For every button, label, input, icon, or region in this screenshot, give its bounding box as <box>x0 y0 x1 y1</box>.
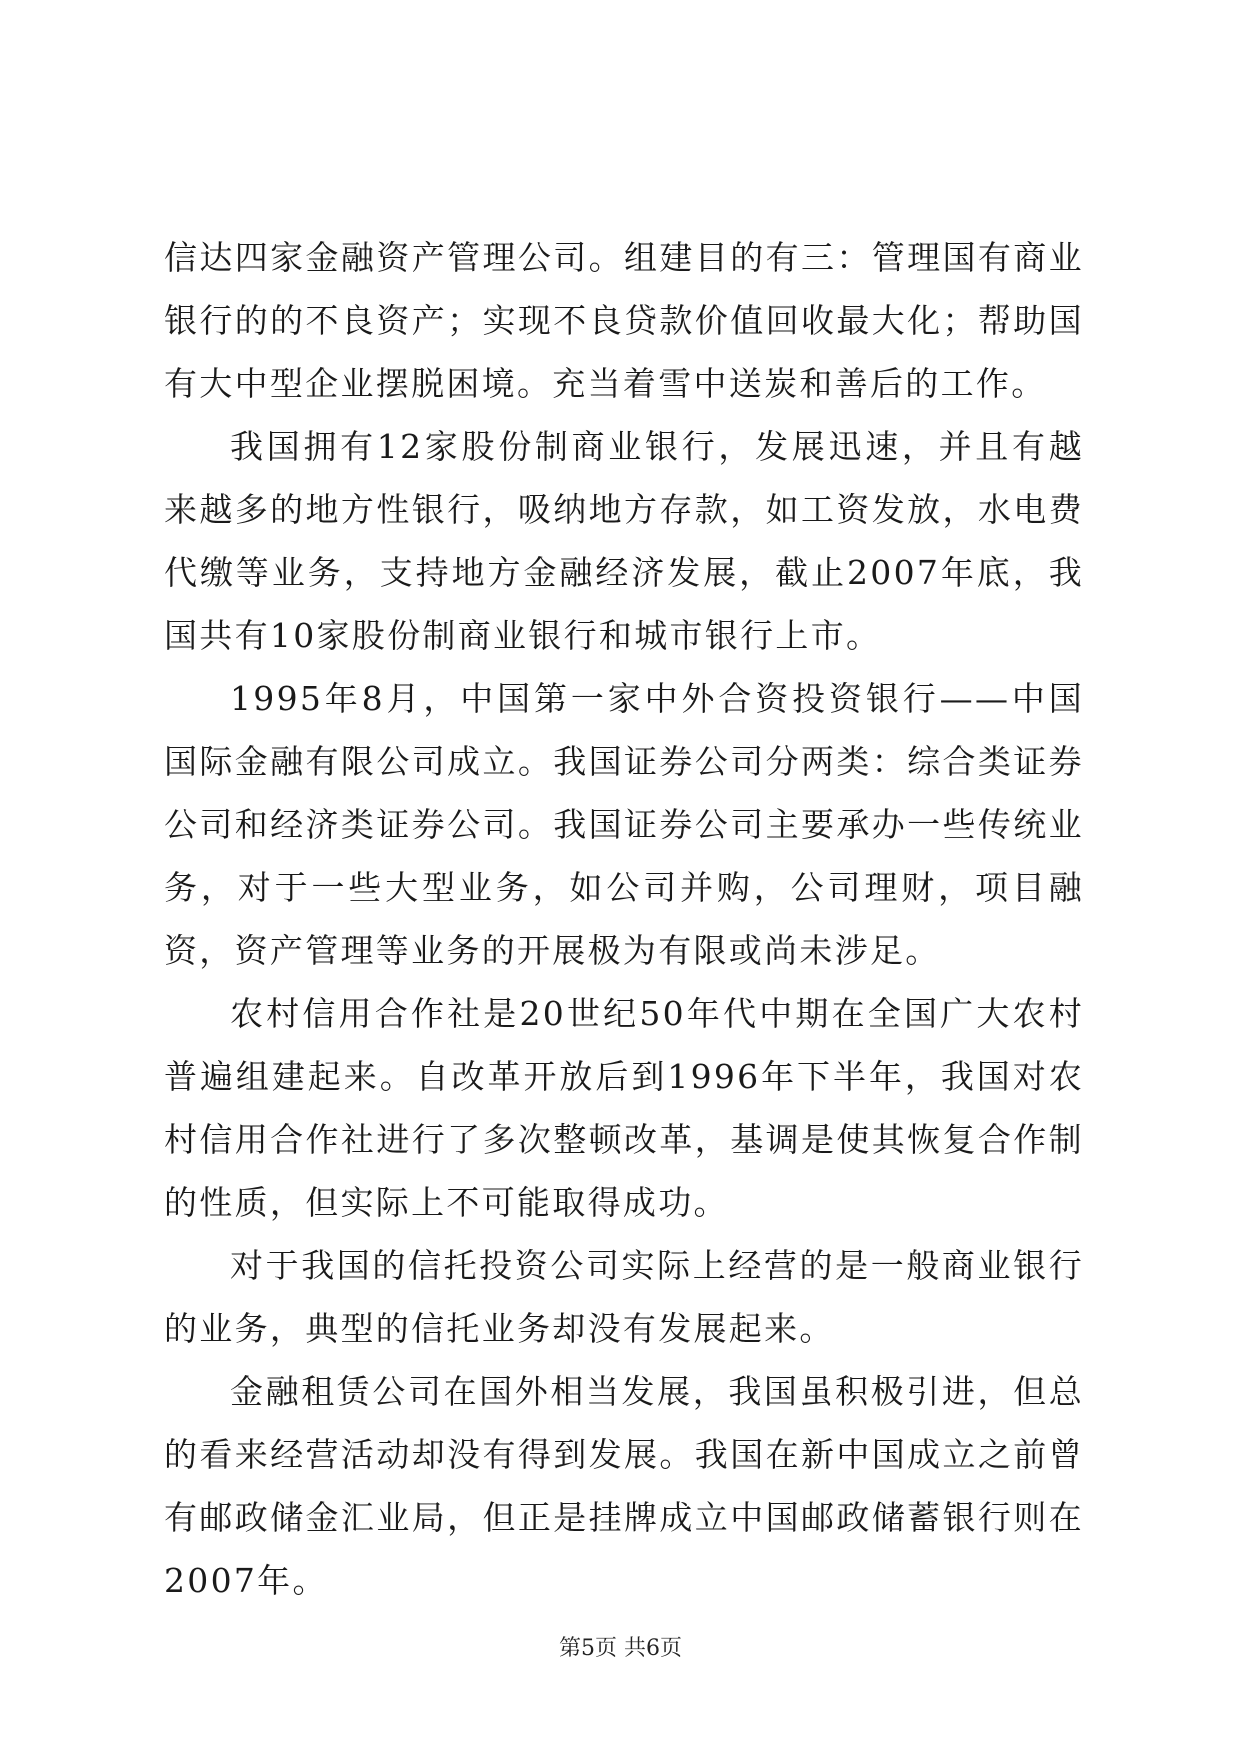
paragraph-continuation: 信达四家金融资产管理公司。组建目的有三：管理国有商业银行的的不良资产；实现不良贷款价值回收最大化；帮助国有大中型企业摆脱困境。充当着雪中送炭和善后的工作。 <box>164 238 1084 403</box>
paragraph-trust-companies: 对于我国的信托投资公司实际上经营的是一般商业银行的业务，典型的信托业务却没有发展起来。 <box>164 1246 1084 1348</box>
paragraph-securities-companies: 1995年8月，中国第一家中外合资投资银行——中国国际金融有限公司成立。我国证券公司分两类：综合类证券公司和经济类证券公司。我国证券公司主要承办一些传统业务，对于一些大型业务，如公司并购，公司理财，项目融资，资产管理等业务的开展极为有限或尚未涉足。 <box>164 679 1084 970</box>
document-body <box>164 226 1084 1612</box>
paragraph-rural-credit-cooperatives: 农村信用合作社是20世纪50年代中期在全国广大农村普遍组建起来。自改革开放后到1996年下半年，我国对农村信用合作社进行了多次整顿改革，基调是使其恢复合作制的性质，但实际上不可能取得成功。 <box>164 994 1084 1222</box>
page-number-footer: 第5页 共6页 <box>559 1636 682 1661</box>
paragraph-leasing-and-postal-savings: 金融租赁公司在国外相当发展，我国虽积极引进，但总的看来经营活动却没有得到发展。我国在新中国成立之前曾有邮政储金汇业局，但正是挂牌成立中国邮政储蓄银行则在2007年。 <box>164 1372 1084 1600</box>
paragraph-joint-stock-banks: 我国拥有12家股份制商业银行，发展迅速，并且有越来越多的地方性银行，吸纳地方存款，如工资发放，水电费代缴等业务，支持地方金融经济发展，截止2007年底，我国共有10家股份制商业银行和城市银行上市。 <box>164 427 1084 655</box>
